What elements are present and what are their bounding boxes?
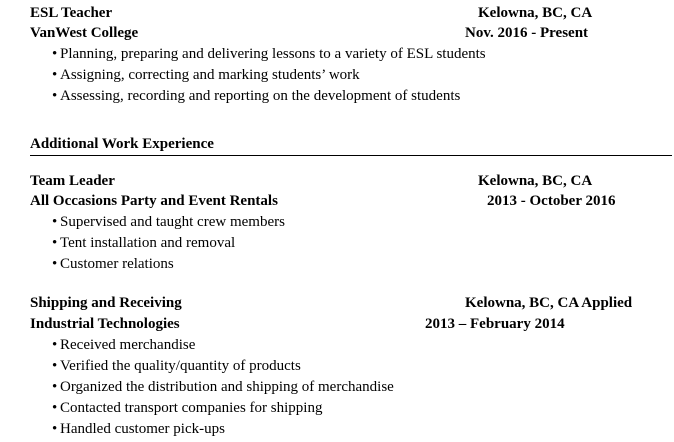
job-title: Shipping and Receiving — [30, 295, 182, 311]
job-location: Kelowna, BC, CA Applied — [465, 295, 633, 311]
bullet-icon: • — [52, 67, 58, 83]
list-item-text: Received merchandise — [60, 337, 196, 353]
list-item-text: Customer relations — [60, 256, 174, 272]
job-title: Team Leader — [30, 173, 115, 189]
list-item-text: Tent installation and removal — [60, 235, 236, 251]
bullet-icon: • — [52, 214, 58, 230]
list-item — [52, 254, 174, 274]
list-item-text: Contacted transport companies for shipping — [60, 400, 323, 416]
list-item — [52, 335, 195, 355]
bullet-icon: • — [52, 358, 58, 374]
job-dates: 2013 - October 2016 — [487, 193, 616, 209]
bullet-icon: • — [52, 400, 58, 416]
job-title: ESL Teacher — [30, 5, 113, 21]
list-item-text: Handled customer pick-ups — [60, 421, 225, 437]
list-item-text: Organized the distribution and shipping of merchandise — [60, 379, 394, 395]
list-item — [52, 86, 460, 106]
bullet-icon: • — [52, 337, 58, 353]
list-item — [52, 212, 285, 232]
company-name: VanWest College — [30, 25, 139, 41]
list-item — [52, 356, 301, 376]
bullet-icon: • — [52, 379, 58, 395]
job-location: Kelowna, BC, CA — [478, 173, 593, 189]
company-name: All Occasions Party and Event Rentals — [30, 193, 278, 209]
bullet-icon: • — [52, 46, 58, 62]
list-item — [52, 377, 394, 397]
job-dates: 2013 – February 2014 — [425, 316, 565, 332]
company-name: Industrial Technologies — [30, 316, 180, 332]
bullet-icon: • — [52, 256, 58, 272]
list-item-text: Planning, preparing and delivering lessons to a variety of ESL students — [60, 46, 486, 62]
list-item — [52, 419, 225, 439]
list-item — [52, 65, 360, 85]
list-item — [52, 233, 235, 253]
job-dates: Nov. 2016 - Present — [465, 25, 589, 41]
bullet-icon: • — [52, 88, 58, 104]
list-item-text: Supervised and taught crew members — [60, 214, 285, 230]
bullet-icon: • — [52, 421, 58, 437]
list-item — [52, 44, 486, 64]
job-location: Kelowna, BC, CA — [478, 5, 593, 21]
bullet-icon: • — [52, 235, 58, 251]
list-item-text: Assigning, correcting and marking students’ work — [60, 67, 360, 83]
section-divider — [30, 155, 672, 156]
list-item-text: Assessing, recording and reporting on the development of students — [60, 88, 461, 104]
list-item-text: Verified the quality/quantity of products — [60, 358, 301, 374]
list-item — [52, 398, 322, 418]
section-heading: Additional Work Experience — [30, 136, 214, 152]
